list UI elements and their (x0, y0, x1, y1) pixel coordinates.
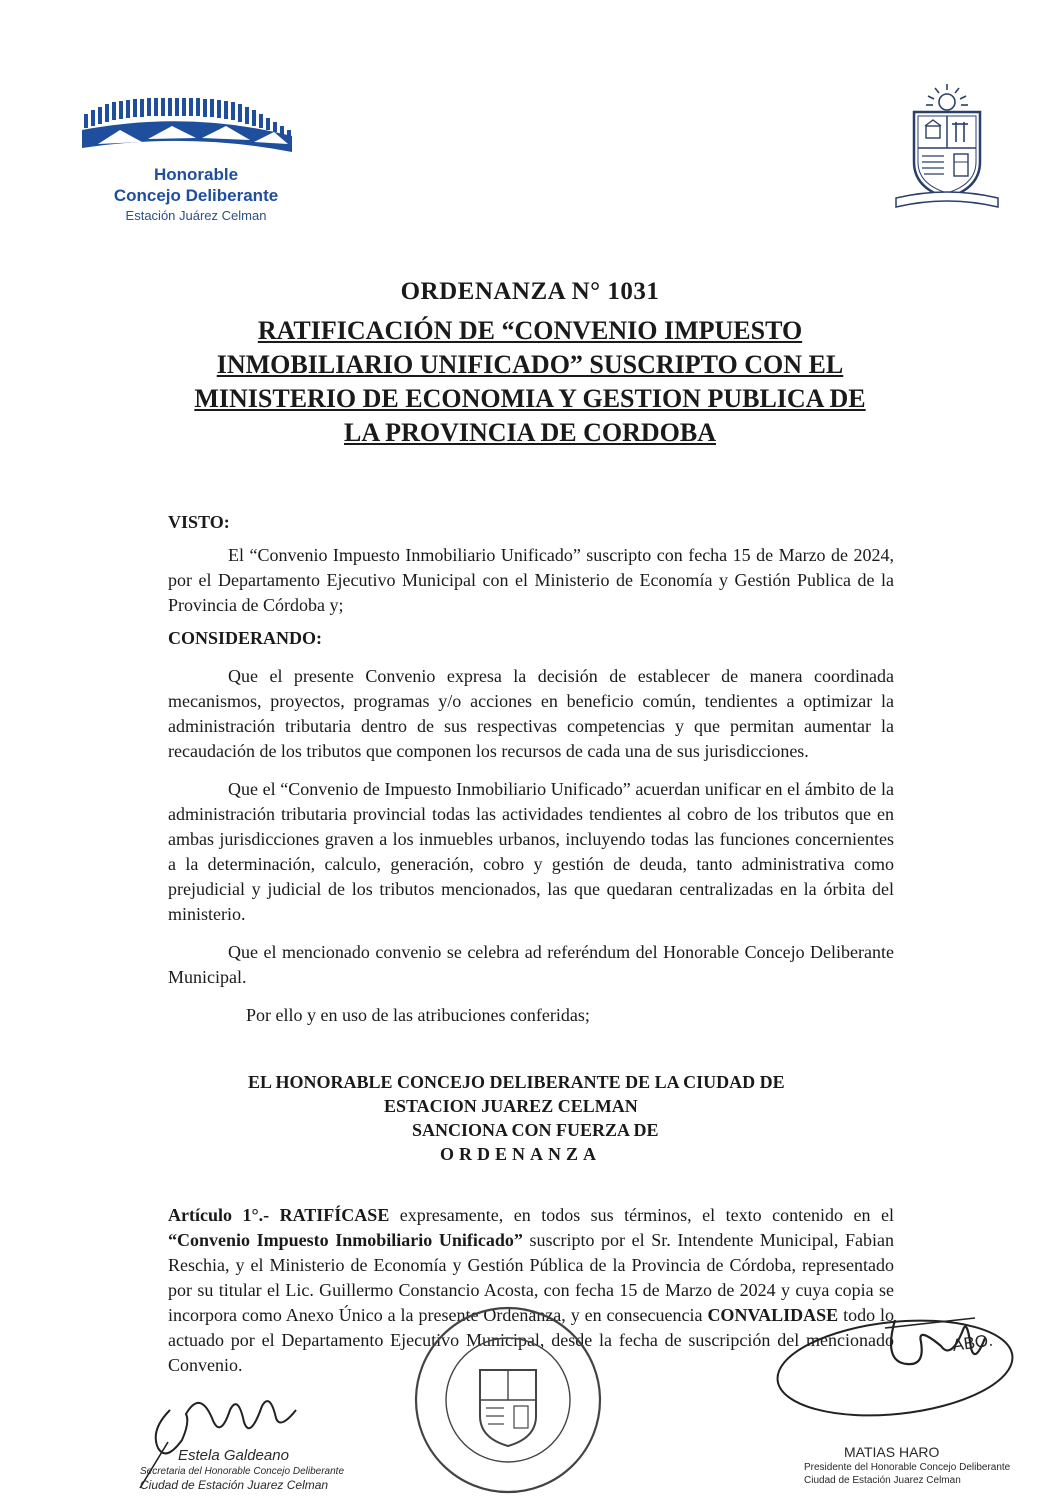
article-1-text: suscripto por el Sr. Intendente Municipal, Fabian Reschia, y el Ministerio de Economía y Gestión Pública de la Provincia de Córdoba, representado por su titular el Lic. Guillermo Constancio Acosta, con fecha 15 de Marzo de 2024 y cuya copia se incorpora como Anexo Único a la presente Ordenanza, y en consecuencia (168, 1230, 894, 1325)
article-1-text: expresamente, en todos sus términos, el texto contenido en el (389, 1205, 894, 1225)
ordinance-title-line: RATIFICACIÓN DE “CONVENIO IMPUESTO (257, 316, 803, 345)
signature-left-block (140, 1447, 360, 1493)
concejo-name-line1: Honorable (153, 165, 239, 184)
ordinance-title-line: MINISTERIO DE ECONOMIA Y GESTION PUBLICA DE (194, 384, 866, 413)
signer-left-role: Secretaria del Honorable Concejo Deliberante (140, 1466, 345, 1477)
visto-paragraph: El “Convenio Impuesto Inmobiliario Unificado” suscripto con fecha 15 de Marzo de 2024, por el Departamento Ejecutivo Municipal con el Ministerio de Economía y Gestión Publica de la Provincia de Córdoba y; (168, 545, 894, 615)
considerando-paragraph: Que el “Convenio de Impuesto Inmobiliario Unificado” acuerdan unificar en el ámbito de la administración tributaria provincial todas las actividades tendientes al cobro de los tributos que en ambas jurisdicciones graven a los inmuebles urbanos, incluyendo todas las funciones concernientes a la determinación, calculo, generación, cobro y gestión de deuda, tanto administrativa como prejudicial y judicial de los tributos mencionados, las que quedaran centralizadas en la órbita del ministerio. (168, 779, 894, 924)
stamp-abbreviation: ABO. (951, 1330, 995, 1356)
ordinance-number: ORDENANZA N° 1031 (400, 278, 660, 305)
municipal-crest (892, 80, 1002, 215)
municipal-crest-icon (892, 80, 1002, 215)
council-line: SANCIONA CON FUERZA DE (412, 1120, 659, 1140)
considerando-paragraph: Que el mencionado convenio se celebra ad referéndum del Honorable Concejo Deliberante Municipal. (168, 942, 894, 987)
signer-right-role: Presidente del Honorable Concejo Deliberante (804, 1462, 1011, 1473)
signer-right-name: MATIAS HARO (844, 1444, 940, 1460)
article-1-convalidase: CONVALIDASE (707, 1305, 839, 1325)
signer-left-city: Ciudad de Estación Juarez Celman (140, 1478, 329, 1492)
ordinance-title-line: INMOBILIARIO UNIFICADO” SUSCRIPTO CON EL (216, 350, 844, 379)
council-line: EL HONORABLE CONCEJO DELIBERANTE DE LA CIUDAD DE (248, 1072, 785, 1092)
concejo-name-line3: Estación Juárez Celman (125, 208, 267, 223)
visto-heading: VISTO: (168, 512, 230, 532)
article-1-label: Artículo 1°.- RATIFÍCASE (168, 1205, 390, 1225)
council-sanction (168, 1070, 894, 1166)
closing-line: Por ello y en uso de las atribuciones conferidas; (246, 1005, 590, 1025)
article-1-convenio: “Convenio Impuesto Inmobiliario Unificado” (168, 1230, 523, 1250)
signature-right-block (804, 1444, 1024, 1487)
council-line: ESTACION JUAREZ CELMAN (384, 1096, 638, 1116)
concejo-emblem-icon (78, 92, 308, 162)
ordinance-title (120, 314, 940, 450)
council-line: ORDENANZA (440, 1144, 602, 1164)
concejo-name (96, 164, 296, 226)
signer-right-city: Ciudad de Estación Juarez Celman (804, 1475, 961, 1486)
concejo-logo (78, 92, 308, 232)
ordinance-title-block (120, 278, 940, 450)
signer-left-name: Estela Galdeano (178, 1447, 289, 1464)
ordinance-body (168, 510, 894, 1028)
signature-scribble-right (775, 1288, 1035, 1418)
ordinance-title-line: LA PROVINCIA DE CORDOBA (344, 418, 716, 447)
considerando-paragraph: Que el presente Convenio expresa la decisión de establecer de manera coordinada mecanismos, proyectos, programas y/o acciones en beneficio común, tendientes a optimizar la administración tributaria dentro de sus respectivas competencias y que permitan aumentar la recaudación de los tributos que componen los recursos de cada una de sus jurisdicciones. (168, 666, 894, 761)
concejo-name-line2: Concejo Deliberante (113, 186, 279, 205)
article-1-text: todo lo actuado por el Departamento Ejecutivo Municipal, desde la fecha de suscripción del mencionado Convenio. (168, 1305, 894, 1375)
official-seal (408, 1290, 608, 1497)
considerando-heading: CONSIDERANDO: (168, 628, 323, 648)
